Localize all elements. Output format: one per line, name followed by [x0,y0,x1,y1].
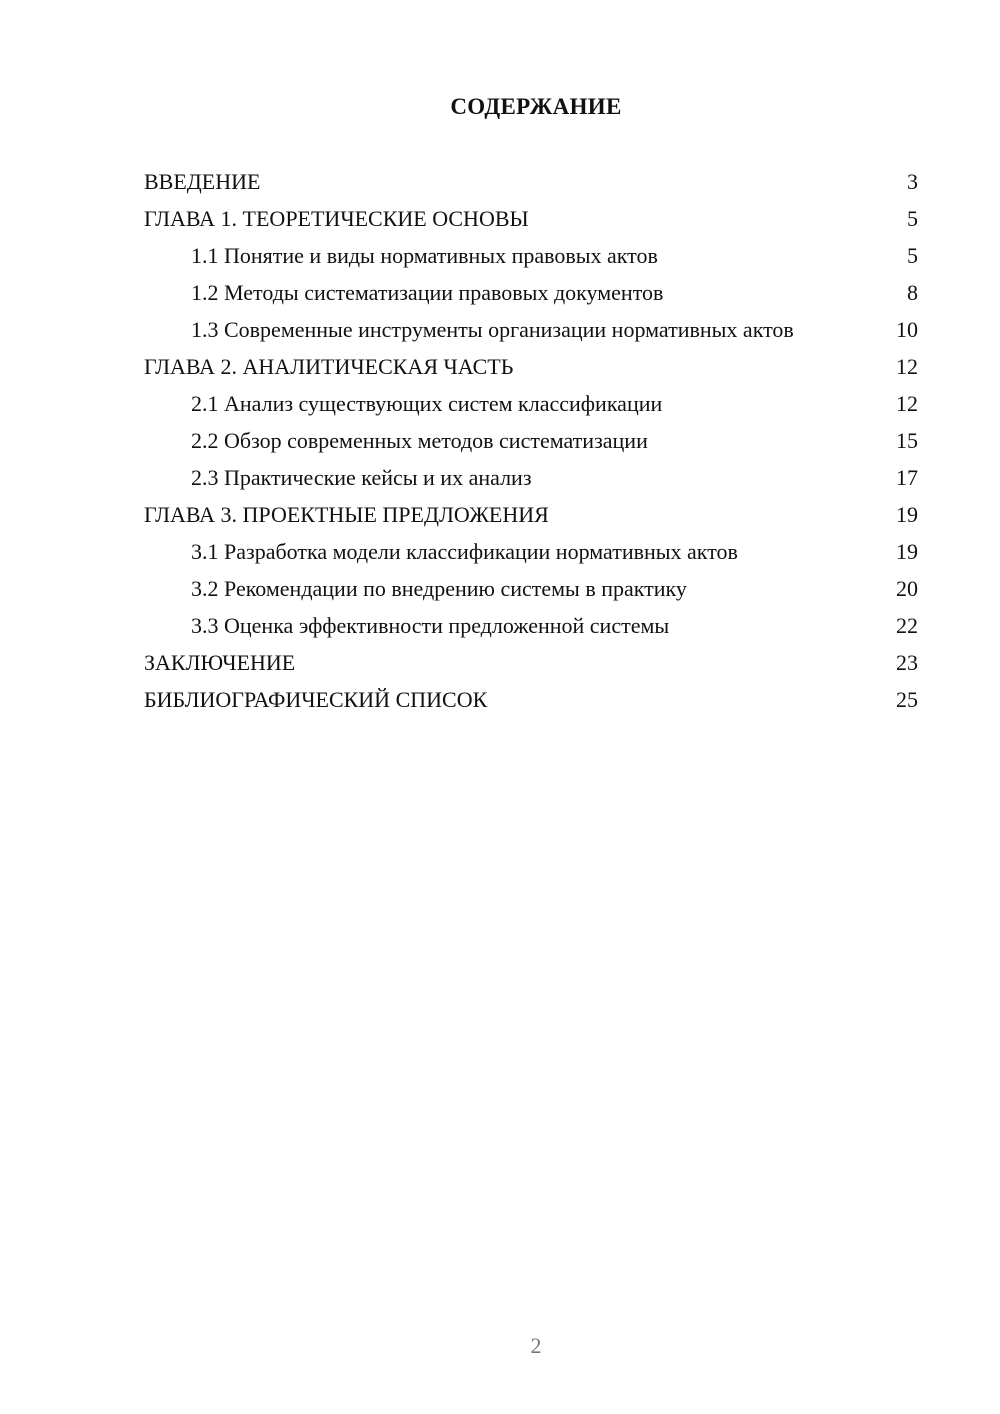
toc-entry-label: 3.2 Рекомендации по внедрению системы в практику [191,576,687,601]
toc-entry-page: 10 [896,317,918,342]
toc-entry-page: 15 [896,428,918,453]
toc-entry[interactable] [144,390,918,417]
toc-entry-label: 1.3 Современные инструменты организации нормативных актов [191,317,794,342]
page-title: СОДЕРЖАНИЕ [450,94,622,119]
toc-entry-label: ЗАКЛЮЧЕНИЕ [144,650,296,675]
toc-entry-page: 12 [896,354,918,379]
toc-entry-page: 20 [896,576,918,601]
toc-entry-page: 19 [896,539,918,564]
toc-entry-page: 19 [896,502,918,527]
toc-entry-page: 8 [907,280,918,305]
toc-entry[interactable] [144,353,918,380]
toc-entry[interactable] [144,464,918,491]
toc-entry-label: БИБЛИОГРАФИЧЕСКИЙ СПИСОК [144,687,488,712]
toc-entry[interactable] [144,279,918,306]
toc-entry-page: 12 [896,391,918,416]
table-of-contents [144,168,918,723]
toc-entry-label: 2.3 Практические кейсы и их анализ [191,465,532,490]
toc-entry-page: 22 [896,613,918,638]
toc-entry-label: ВВЕДЕНИЕ [144,169,261,194]
toc-entry-label: 2.2 Обзор современных методов систематизации [191,428,648,453]
toc-entry-label: 1.2 Методы систематизации правовых документов [191,280,664,305]
toc-entry[interactable] [144,575,918,602]
toc-entry-label: ГЛАВА 1. ТЕОРЕТИЧЕСКИЕ ОСНОВЫ [144,206,529,231]
toc-entry[interactable] [144,501,918,528]
toc-entry-page: 23 [896,650,918,675]
toc-entry-label: ГЛАВА 3. ПРОЕКТНЫЕ ПРЕДЛОЖЕНИЯ [144,502,549,527]
toc-entry-page: 17 [896,465,918,490]
toc-entry-page: 3 [907,169,918,194]
toc-entry-page: 5 [907,206,918,231]
toc-entry-label: 3.3 Оценка эффективности предложенной системы [191,613,670,638]
toc-entry[interactable] [144,316,918,343]
toc-entry-label: 3.1 Разработка модели классификации нормативных актов [191,539,738,564]
toc-entry[interactable] [144,649,918,676]
toc-entry[interactable] [144,168,918,195]
toc-entry[interactable] [144,242,918,269]
page-number: 2 [530,1333,542,1358]
toc-entry-label: 1.1 Понятие и виды нормативных правовых актов [191,243,658,268]
toc-entry-label: ГЛАВА 2. АНАЛИТИЧЕСКАЯ ЧАСТЬ [144,354,514,379]
toc-entry[interactable] [144,538,918,565]
toc-entry-page: 25 [896,687,918,712]
toc-entry[interactable] [144,612,918,639]
toc-entry-page: 5 [907,243,918,268]
toc-entry[interactable] [144,205,918,232]
toc-entry[interactable] [144,427,918,454]
toc-entry[interactable] [144,686,918,713]
toc-entry-label: 2.1 Анализ существующих систем классификации [191,391,663,416]
